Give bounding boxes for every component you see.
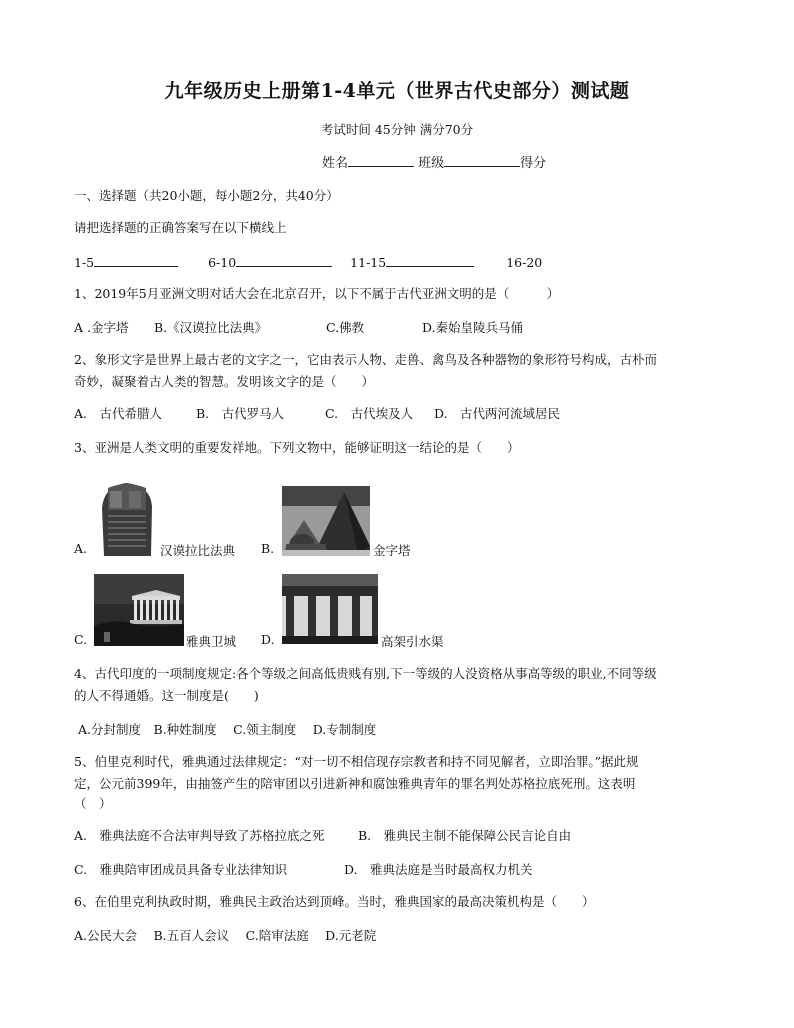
name-label: 姓名 <box>322 156 349 171</box>
q3-option-d-caption: 高架引水渠 <box>381 634 444 649</box>
q1-option-a: A .金字塔 <box>74 320 129 335</box>
answer-range: 16-20 <box>506 255 543 270</box>
answer-instruction: 请把选择题的正确答案写在以下横线上 <box>74 220 287 235</box>
question-2-stem-line2: 奇妙，凝聚着古人类的智慧。发明该文字的是（ ） <box>74 374 375 389</box>
class-label: 班级 <box>418 156 445 171</box>
pyramid-image <box>282 486 370 556</box>
aqueduct-image <box>282 574 378 644</box>
exam-info: 考试时间 45分钟 满分70分 <box>320 122 474 137</box>
question-6-stem: 6、在伯里克利执政时期，雅典民主政治达到顶峰。当时，雅典国家的最高决策机构是（ ） <box>74 894 595 909</box>
question-3-stem: 3、亚洲是人类文明的重要发祥地。下列文物中，能够证明这一结论的是（ ） <box>74 440 520 455</box>
answer-blank[interactable] <box>236 252 332 267</box>
answer-range: 1-5 <box>74 255 95 270</box>
question-5-stem-line2: 定，公元前399年，由抽签产生的陪审团以引进新神和腐蚀雅典青年的罪名判处苏格拉底死刑。这表明 <box>74 776 636 791</box>
q3-option-c-letter: C. <box>74 632 88 647</box>
question-2-stem-line1: 2、象形文字是世界上最古老的文字之一，它由表示人物、走兽、禽鸟及各种器物的象形符号构成，古朴而 <box>74 352 657 367</box>
section-heading: 一、选择题（共20小题，每小题2分，共40分） <box>74 188 339 203</box>
q2-option-d: D. 古代两河流域居民 <box>434 406 561 421</box>
class-field[interactable] <box>444 152 520 167</box>
q2-option-a: A. 古代希腊人 <box>74 406 163 421</box>
q5-option-d: D. 雅典法庭是当时最高权力机关 <box>344 862 533 877</box>
q3-option-a-caption: 汉谟拉比法典 <box>160 543 236 558</box>
student-info-row <box>322 152 546 171</box>
question-1-stem: 1、2019年5月亚洲文明对话大会在北京召开，以下不属于古代亚洲文明的是（ ） <box>74 286 560 301</box>
question-5-stem-line1: 5、伯里克利时代，雅典通过法律规定：“对一切不相信现存宗教者和持不同见解者，立即治罪。”据此规 <box>74 754 639 769</box>
answer-blank[interactable] <box>386 252 474 267</box>
q3-option-c-caption: 雅典卫城 <box>186 634 237 649</box>
hammurabi-code-image <box>96 480 158 556</box>
q1-option-d: D.秦始皇陵兵马俑 <box>422 320 524 335</box>
q6-options: A.公民大会 B.五百人会议 C.陪审法庭 D.元老院 <box>74 928 377 943</box>
q4-options: A.分封制度 B.种姓制度 C.领主制度 D.专制制度 <box>78 722 377 737</box>
q3-option-b-caption: 金字塔 <box>373 543 411 558</box>
q2-option-b: B. 古代罗马人 <box>196 406 285 421</box>
answer-line-row <box>74 252 542 273</box>
q5-option-c: C. 雅典陪审团成员具备专业法律知识 <box>74 862 288 877</box>
q5-option-b: B. 雅典民主制不能保障公民言论自由 <box>358 828 572 843</box>
name-field[interactable] <box>348 152 414 167</box>
acropolis-image <box>94 574 184 646</box>
question-4-stem-line1: 4、古代印度的一项制度规定:各个等级之间高低贵贱有别,下一等级的人没资格从事高等级的职业,不同等级 <box>74 666 657 681</box>
question-4-stem-line2: 的人不得通婚。这一制度是( ) <box>74 688 259 703</box>
page-title: 九年级历史上册第1-4单元（世界古代史部分）测试题 <box>164 80 630 102</box>
q3-option-d-letter: D. <box>261 632 275 647</box>
answer-blank[interactable] <box>94 252 178 267</box>
q1-option-c: C.佛教 <box>326 320 365 335</box>
q2-option-c: C. 古代埃及人 <box>325 406 414 421</box>
answer-range: 6-10 <box>208 255 237 270</box>
q3-option-b-letter: B. <box>261 541 275 556</box>
q3-option-a-letter: A. <box>74 541 88 556</box>
q5-option-a: A. 雅典法庭不合法审判导致了苏格拉底之死 <box>74 828 325 843</box>
q1-option-b: B.《汉谟拉比法典》 <box>154 320 268 335</box>
score-label: 得分 <box>520 156 547 171</box>
question-5-stem-line3: （ ） <box>74 796 112 811</box>
answer-range: 11-15 <box>350 255 387 270</box>
